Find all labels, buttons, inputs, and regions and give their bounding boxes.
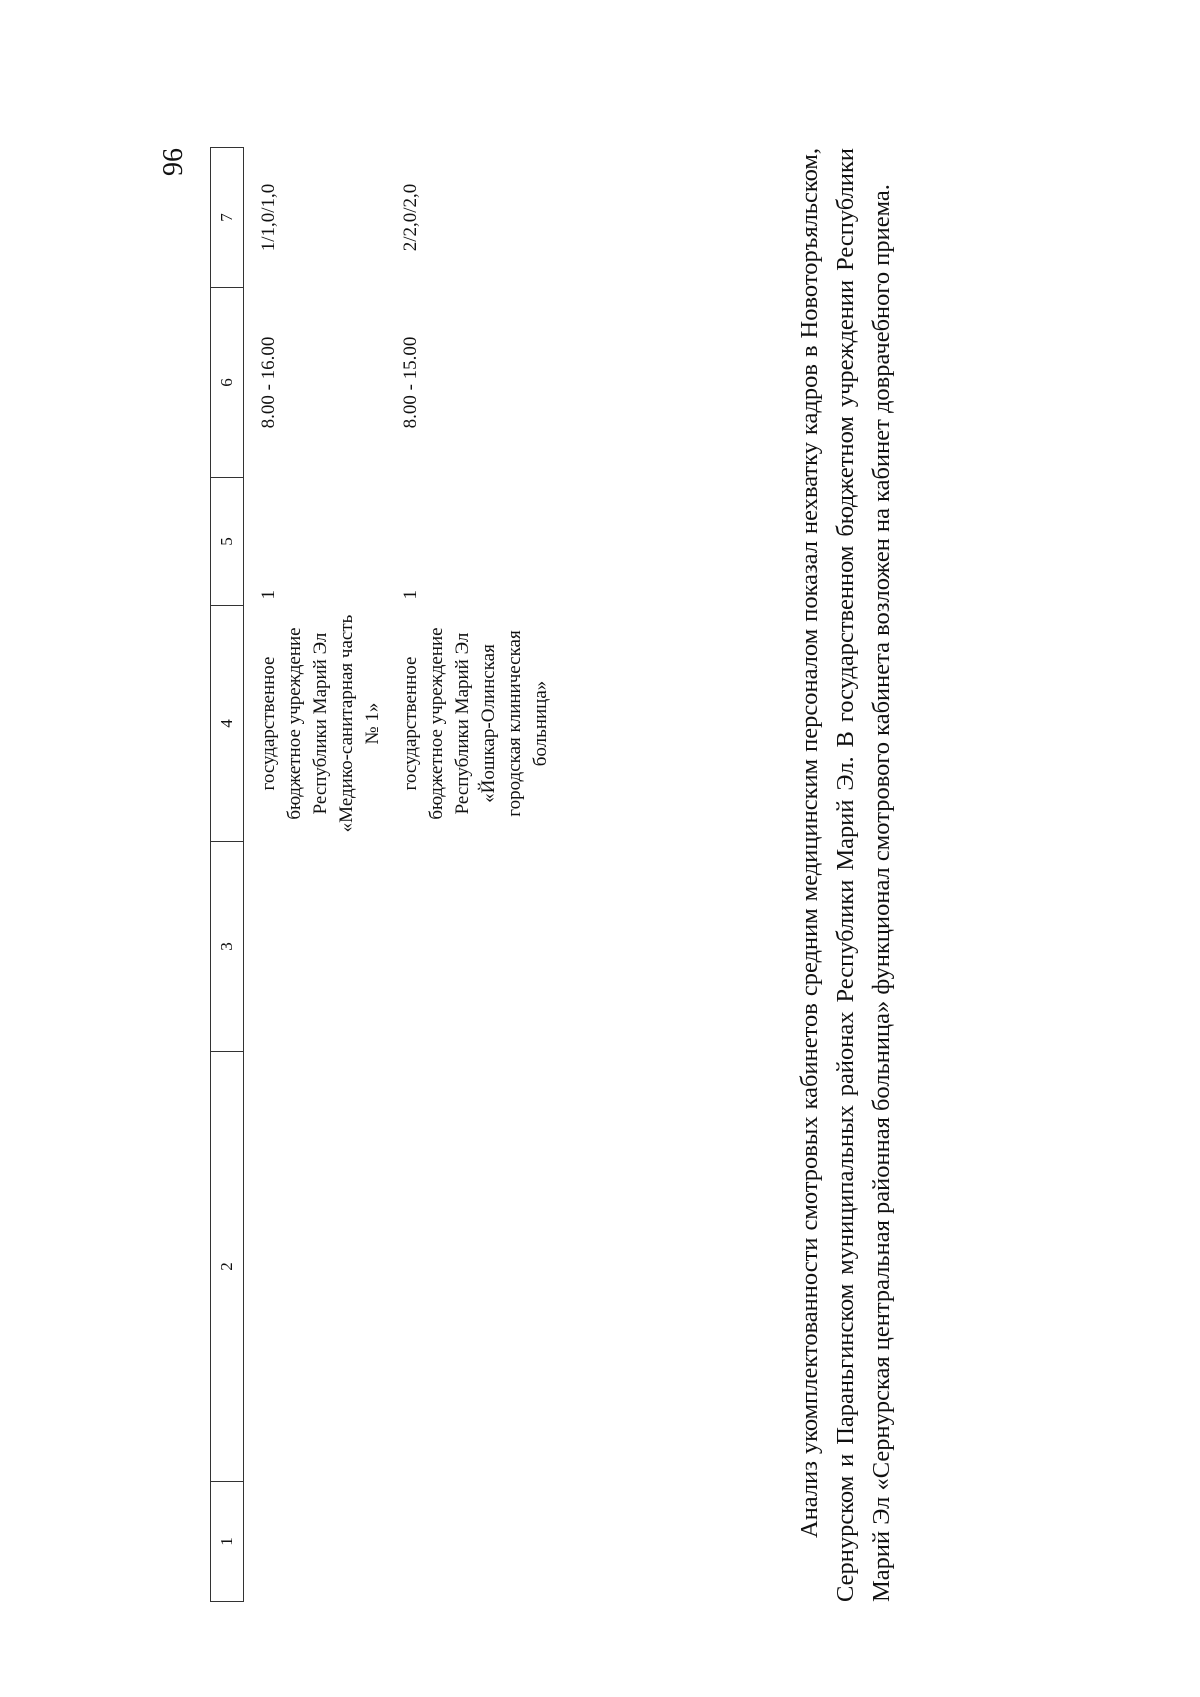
column-header: 6	[211, 288, 244, 478]
cell-organization: государственное бюджетное учреждение Республики Марий Эл «Медико-санитарная часть № 1»	[258, 614, 383, 833]
analysis-paragraph	[792, 148, 900, 1602]
cell-col1	[244, 1482, 387, 1602]
cell-col2	[386, 1052, 554, 1482]
column-header: 5	[211, 478, 244, 606]
cell-col1	[386, 1482, 554, 1602]
cell-col2	[244, 1052, 387, 1482]
cell-count: 1	[258, 590, 279, 600]
cell-hours: 8.00 - 16.00	[258, 336, 279, 429]
data-table	[210, 147, 554, 1602]
table-row	[386, 148, 554, 1602]
cell-staff: 2/2,0/2,0	[400, 183, 421, 252]
table-header-row	[211, 148, 244, 1602]
column-header: 1	[211, 1482, 244, 1602]
table-row	[244, 148, 387, 1602]
column-header: 2	[211, 1052, 244, 1482]
cell-count: 1	[400, 590, 421, 600]
cell-col3	[386, 842, 554, 1052]
column-header: 7	[211, 148, 244, 288]
cell-staff: 1/1,0/1,0	[258, 183, 279, 252]
cell-col3	[244, 842, 387, 1052]
column-header: 4	[211, 606, 244, 842]
cell-hours: 8.00 - 15.00	[400, 336, 421, 429]
column-header: 3	[211, 842, 244, 1052]
analysis-text: Анализ укомплектованности смотровых кабинетов средним медицинским персоналом показал нехватку кадров в Новоторъяльском, Сернурском и Параньгинском муниципальных районах Республики Марий Эл. В государственном бюджетном учреждении Республики Марий Эл «Сернурская центральная районная больница» функционал смотрового кабинета возложен на кабинет доврачебного приема.	[796, 148, 895, 1602]
cell-organization: государственное бюджетное учреждение Республики Марий Эл «Йошкар-Олинская городская клиническая больница»	[400, 627, 551, 820]
page-number: 96	[158, 148, 189, 176]
rotated-page	[158, 148, 1186, 1602]
